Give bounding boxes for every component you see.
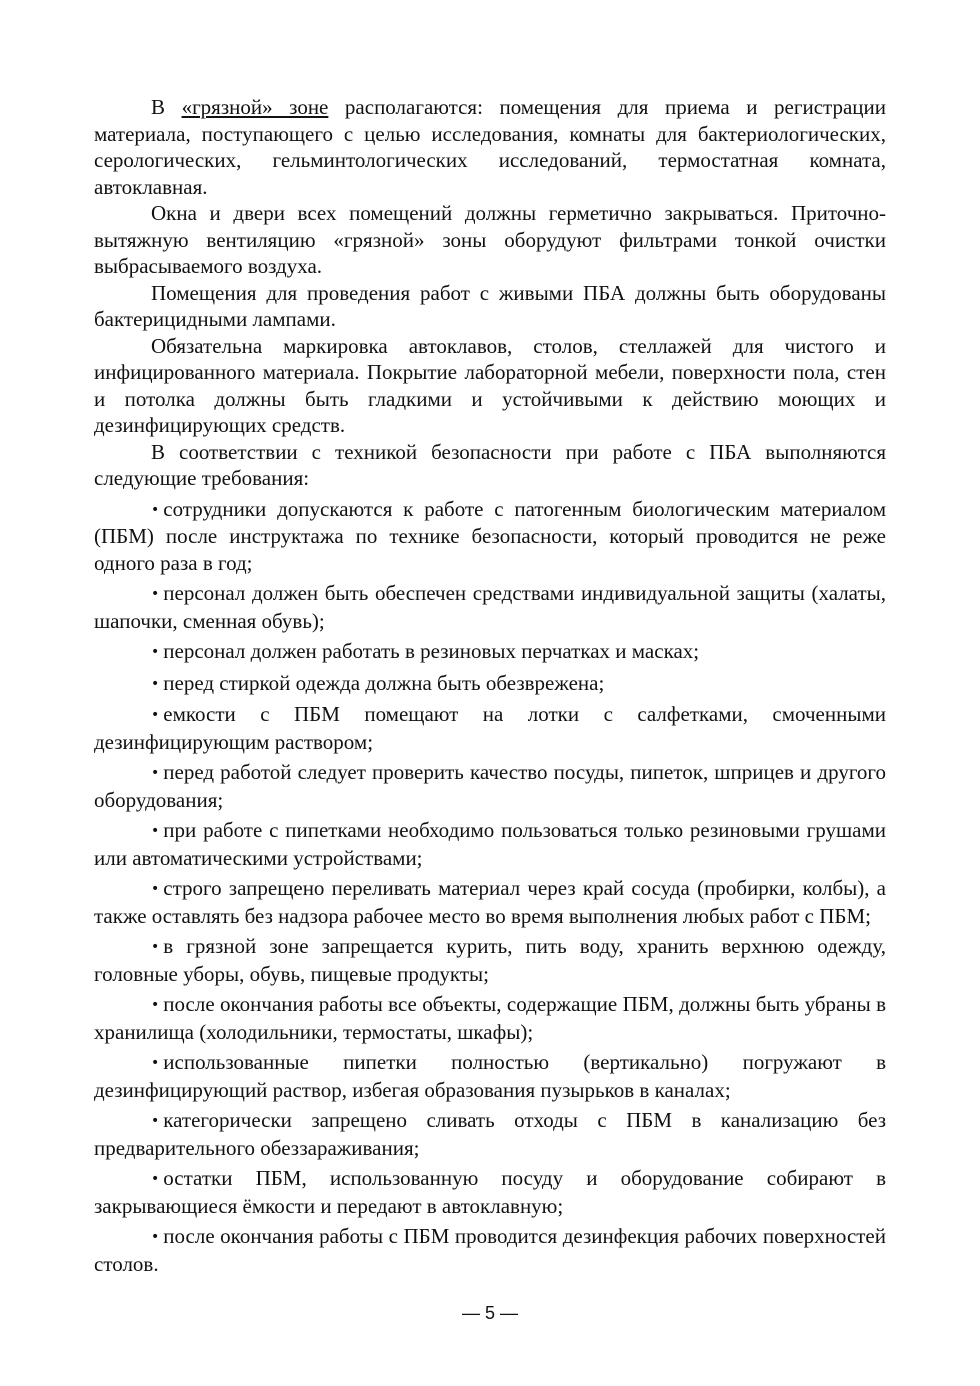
list-item-text: емкости с ПБМ помещают на лотки с салфетками, смоченными дезинфицирующим раствором;	[94, 702, 886, 754]
list-item	[94, 638, 886, 666]
paragraph-text: располагаются: помещения для приема и регистрации материала, поступающего с целью исследования, комнаты для бактериологических, серологических, гельминтологических исследований, термостатная комната, автоклавная.	[94, 95, 886, 199]
list-item	[94, 991, 886, 1045]
list-item	[94, 759, 886, 813]
list-item	[94, 1165, 886, 1219]
list-item-text: после окончания работы с ПБМ проводится дезинфекция рабочих поверхностей столов.	[94, 1224, 886, 1276]
list-item	[94, 1107, 886, 1161]
paragraph-dirty-zone	[94, 94, 886, 200]
list-item-text: строго запрещено переливать материал через край сосуда (пробирки, колбы), а также оставлять без надзора рабочее место во время выполнения любых работ с ПБМ;	[94, 876, 886, 928]
list-item	[94, 933, 886, 987]
bullet-icon: •	[151, 1229, 160, 1245]
bullet-icon: •	[151, 881, 160, 897]
bullet-icon: •	[151, 765, 160, 781]
bullet-icon: •	[151, 586, 160, 602]
list-item-text: перед работой следует проверить качество посуды, пипеток, шприцев и другого оборудования;	[94, 760, 886, 812]
list-item	[94, 701, 886, 755]
list-item	[94, 496, 886, 577]
document-page	[94, 94, 886, 1277]
bullet-icon: •	[151, 707, 160, 723]
paragraph-safety-intro: В соответствии с техникой безопасности при работе с ПБА выполняются следующие требования:	[94, 439, 886, 490]
list-item	[94, 875, 886, 929]
list-item-text: в грязной зоне запрещается курить, пить воду, хранить верхнюю одежду, головные уборы, обувь, пищевые продукты;	[94, 934, 886, 986]
list-item	[94, 1223, 886, 1277]
bullet-icon: •	[151, 501, 160, 518]
bullet-icon: •	[151, 997, 160, 1013]
list-item-text: сотрудники допускаются к работе с патогенным биологическим материалом (ПБМ) после инструктажа по технике безопасности, который проводится не реже одного раза в год;	[94, 496, 886, 575]
list-item-text: категорически запрещено сливать отходы с ПБМ в канализацию без предварительного обеззараживания;	[94, 1108, 886, 1160]
page-number: — 5 —	[461, 1303, 518, 1323]
bullet-icon: •	[151, 644, 160, 660]
paragraph-bactericidal-lamps: Помещения для проведения работ с живыми ПБА должны быть оборудованы бактерицидными лампами.	[94, 280, 886, 331]
bullet-icon: •	[151, 939, 160, 955]
list-item	[94, 580, 886, 634]
requirements-list	[94, 496, 886, 1278]
bullet-icon: •	[151, 1113, 160, 1129]
list-item-text: персонал должен быть обеспечен средствами индивидуальной защиты (халаты, шапочки, сменная обувь);	[94, 581, 886, 633]
bullet-icon: •	[151, 823, 160, 839]
list-item-text: остатки ПБМ, использованную посуду и оборудование собирают в закрывающиеся ёмкости и передают в автоклавную;	[94, 1166, 886, 1218]
list-item	[94, 817, 886, 871]
list-item-text: при работе с пипетками необходимо пользоваться только резиновыми грушами или автоматическими устройствами;	[94, 818, 886, 870]
bullet-icon: •	[151, 1171, 160, 1187]
dirty-zone-term: «грязной» зоне	[181, 95, 329, 119]
list-item-text: использованные пипетки полностью (вертикально) погружают в дезинфицирующий раствор, избегая образования пузырьков в каналах;	[94, 1050, 886, 1102]
list-item-text: после окончания работы все объекты, содержащие ПБМ, должны быть убраны в хранилища (холодильники, термостаты, шкафы);	[94, 992, 886, 1044]
list-item-text: перед стиркой одежда должна быть обезврежена;	[163, 670, 605, 695]
list-item-text: персонал должен работать в резиновых перчатках и масках;	[163, 639, 700, 663]
list-item	[94, 1049, 886, 1103]
bullet-icon: •	[151, 675, 160, 692]
paragraph-marking: Обязательна маркировка автоклавов, столов, стеллажей для чистого и инфицированного материала. Покрытие лабораторной мебели, поверхности пола, стен и потолка должны быть гладкими и устойчивыми к действию моющих и дезинфицирующих средств.	[94, 333, 886, 437]
list-item	[94, 670, 886, 698]
paragraph-prefix: В	[151, 95, 182, 119]
paragraph-windows-doors: Окна и двери всех помещений должны герметично закрываться. Приточно-вытяжную вентиляцию «грязной» зоны оборудуют фильтрами тонкой очистки выбрасываемого воздуха.	[94, 201, 886, 278]
bullet-icon: •	[151, 1055, 160, 1071]
